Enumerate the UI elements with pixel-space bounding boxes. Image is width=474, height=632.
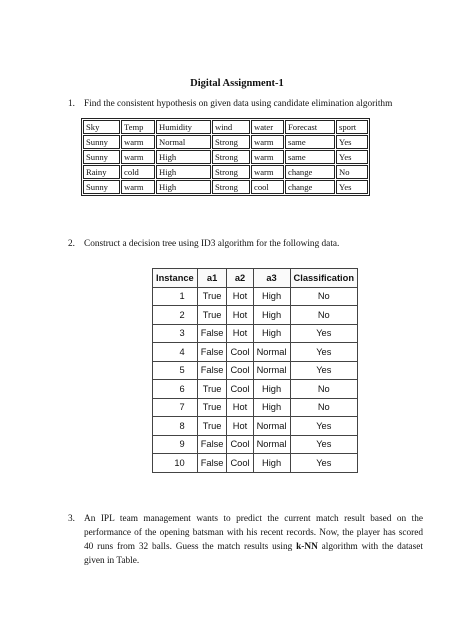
- table-cell: cool: [251, 180, 284, 194]
- table-cell: Yes: [336, 135, 368, 149]
- table-cell: False: [197, 324, 227, 343]
- table-cell: same: [285, 135, 335, 149]
- table-cell: Yes: [290, 343, 357, 362]
- question-3-knn: k-NN: [296, 542, 318, 552]
- table-cell: Strong: [212, 135, 250, 149]
- table-cell: High: [156, 180, 211, 194]
- table-cell: Cool: [227, 380, 253, 399]
- table-header-cell: Instance: [153, 269, 198, 288]
- training-examples-table: [81, 118, 370, 196]
- table-cell: No: [290, 398, 357, 417]
- table-row: [153, 417, 358, 436]
- table-cell: Cool: [227, 343, 253, 362]
- table-cell: 1: [153, 287, 198, 306]
- table-cell: High: [253, 287, 290, 306]
- table-row: [83, 180, 368, 194]
- table-cell: warm: [251, 135, 284, 149]
- table-cell: Normal: [253, 343, 290, 362]
- table-row: [153, 435, 358, 454]
- table-row: [153, 361, 358, 380]
- question-3: [68, 512, 423, 568]
- table-cell: No: [290, 380, 357, 399]
- table-cell: Yes: [290, 417, 357, 436]
- table-cell: Cool: [227, 435, 253, 454]
- table-cell: same: [285, 150, 335, 164]
- table-row: [153, 324, 358, 343]
- table-cell: False: [197, 361, 227, 380]
- table-cell: Rainy: [83, 165, 120, 179]
- table-cell: Normal: [253, 361, 290, 380]
- table-header-cell: Classification: [290, 269, 357, 288]
- table-cell: High: [253, 380, 290, 399]
- table-cell: Hot: [227, 417, 253, 436]
- table-cell: 5: [153, 361, 198, 380]
- table-cell: No: [336, 165, 368, 179]
- table-header-cell: wind: [212, 120, 250, 134]
- table-cell: change: [285, 165, 335, 179]
- table-cell: Sunny: [83, 135, 120, 149]
- document-title: Digital Assignment-1: [190, 78, 284, 89]
- table-header-cell: a2: [227, 269, 253, 288]
- table-cell: 9: [153, 435, 198, 454]
- table-header-cell: a3: [253, 269, 290, 288]
- table-cell: Hot: [227, 306, 253, 325]
- question-1-number: 1.: [68, 99, 75, 109]
- question-3-text-after: algorithm with the dataset given in Table.: [84, 542, 423, 566]
- table-cell: Normal: [253, 417, 290, 436]
- table-cell: cold: [121, 165, 155, 179]
- table-row: [153, 398, 358, 417]
- question-2-text: Construct a decision tree using ID3 algorithm for the following data.: [84, 239, 340, 249]
- table-cell: True: [197, 398, 227, 417]
- table-cell: Strong: [212, 180, 250, 194]
- table-cell: Yes: [290, 324, 357, 343]
- id3-data-table: [152, 268, 358, 473]
- table-cell: High: [156, 150, 211, 164]
- table-cell: warm: [121, 135, 155, 149]
- table-row: [153, 343, 358, 362]
- table-cell: High: [156, 165, 211, 179]
- table-row: [153, 306, 358, 325]
- table-cell: True: [197, 417, 227, 436]
- table-cell: No: [290, 287, 357, 306]
- table-cell: 3: [153, 324, 198, 343]
- table-cell: Strong: [212, 165, 250, 179]
- table-cell: No: [290, 306, 357, 325]
- table-cell: 2: [153, 306, 198, 325]
- table-row: [83, 165, 368, 179]
- table-cell: Yes: [290, 454, 357, 473]
- table-row: [153, 380, 358, 399]
- table-header-cell: Sky: [83, 120, 120, 134]
- table-cell: 10: [153, 454, 198, 473]
- table-cell: Yes: [336, 150, 368, 164]
- question-2-number: 2.: [68, 239, 75, 249]
- table-header-cell: sport: [336, 120, 368, 134]
- table-cell: 6: [153, 380, 198, 399]
- table-header-cell: Temp: [121, 120, 155, 134]
- question-3-number: 3.: [68, 514, 75, 524]
- table-cell: 7: [153, 398, 198, 417]
- table-cell: True: [197, 306, 227, 325]
- table-cell: True: [197, 380, 227, 399]
- table-cell: High: [253, 306, 290, 325]
- table-row: [83, 150, 368, 164]
- question-1: [68, 97, 423, 111]
- table-cell: change: [285, 180, 335, 194]
- table-cell: Strong: [212, 150, 250, 164]
- table-cell: warm: [121, 180, 155, 194]
- table-cell: Normal: [156, 135, 211, 149]
- table-cell: Hot: [227, 287, 253, 306]
- table-cell: Normal: [253, 435, 290, 454]
- table-cell: High: [253, 398, 290, 417]
- table-header-row: [83, 120, 368, 134]
- table-header-cell: Forecast: [285, 120, 335, 134]
- question-3-text-before: An IPL team management wants to predict the current match result based on the performance of the opening batsman with his recent records. Now, the player has scored 40 runs from 32 balls. Guess the match results using: [84, 514, 423, 552]
- table-cell: High: [253, 454, 290, 473]
- table-cell: Sunny: [83, 180, 120, 194]
- table-cell: warm: [121, 150, 155, 164]
- table-cell: Hot: [227, 398, 253, 417]
- table-cell: Yes: [336, 180, 368, 194]
- table-cell: False: [197, 435, 227, 454]
- question-3-text: [84, 512, 423, 568]
- table-row: [153, 454, 358, 473]
- table-cell: True: [197, 287, 227, 306]
- table-header-cell: Humidity: [156, 120, 211, 134]
- table-cell: Hot: [227, 324, 253, 343]
- table-header-row: [153, 269, 358, 288]
- table-cell: Cool: [227, 361, 253, 380]
- question-1-text: Find the consistent hypothesis on given data using candidate elimination algorithm: [84, 99, 393, 109]
- table-cell: warm: [251, 165, 284, 179]
- table-cell: False: [197, 343, 227, 362]
- table-header-cell: a1: [197, 269, 227, 288]
- table-cell: Yes: [290, 435, 357, 454]
- table-cell: False: [197, 454, 227, 473]
- table-cell: Sunny: [83, 150, 120, 164]
- table-cell: 8: [153, 417, 198, 436]
- table-cell: Yes: [290, 361, 357, 380]
- table-row: [153, 287, 358, 306]
- table-cell: Cool: [227, 454, 253, 473]
- table-header-cell: water: [251, 120, 284, 134]
- table-row: [83, 135, 368, 149]
- table-cell: 4: [153, 343, 198, 362]
- table-cell: warm: [251, 150, 284, 164]
- question-2: [68, 237, 423, 251]
- table-cell: High: [253, 324, 290, 343]
